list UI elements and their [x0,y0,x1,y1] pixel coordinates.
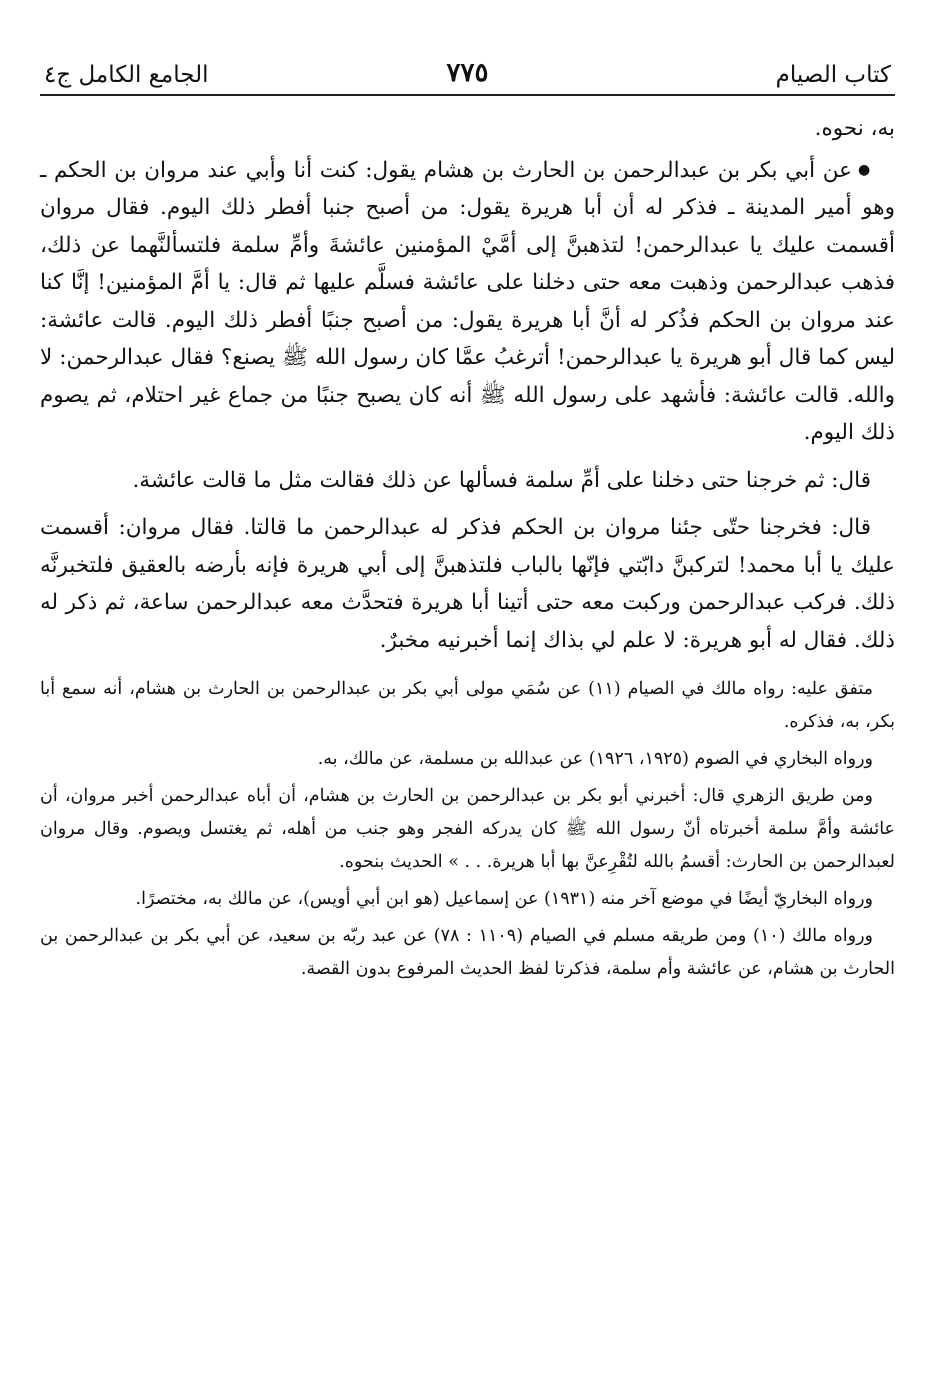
narration-paragraph-3: قال: فخرجنا حتّى جئنا مروان بن الحكم فذكر له عبدالرحمن ما قالتا. فقال مروان: أقسمت عليك يا أبا محمد! لتركبنَّ دابّتي فإنّها بالباب فلتذهبنَّ إلى أبي هريرة فإنه بأرضه بالعقيق فلتخبرنَّه ذلك. فركب عبدالرحمن وركبت معه حتى أتينا أبا هريرة فتحدَّث معه عبدالرحمن ساعة، ثم ذكر له ذلك. فقال له أبو هريرة: لا علم لي بذاك إنما أخبرنيه مخبرٌ. [40,515,895,653]
running-header [40,40,895,96]
hadith-text: عن أبي بكر بن عبدالرحمن بن الحارث بن هشام يقول: كنت أنا وأبي عند مروان بن الحكم ـ وهو أمير المدينة ـ فذكر له أن أبا هريرة يقول: من أصبح جنبا أفطر ذلك اليوم. فقال مروان أقسمت عليك يا عبدالرحمن! لتذهبنَّ إلى أمَّيْ المؤمنين عائشةَ وأمِّ سلمة فلتسألنَّهما عن ذلك، فذهب عبدالرحمن وذهبت معه حتى دخلنا على عائشة فسلَّم عليها ثم قال: يا أمَّ المؤمنين! إنَّا كنا عند مروان بن الحكم فذُكر له أنَّ أبا هريرة يقول: من أصبح جنبًا أفطر ذلك اليوم. قالت عائشة: ليس كما قال أبو هريرة يا عبدالرحمن! أترغبُ عمَّا كان رسول الله ﷺ يصنع؟ فقال عبدالرحمن: لا والله. قالت عائشة: فأشهد على رسول الله ﷺ أنه كان يصبح جنبًا من جماع غير احتلام، ثم يصوم ذلك اليوم. [40,157,895,445]
volume-title: الجامع الكامل ج٤ [44,62,209,88]
bullet-icon: ● [857,161,871,178]
book-page [40,40,895,1354]
opening-line: به، نحوه. [814,116,895,141]
book-title: كتاب الصيام [775,62,891,88]
takhrij-notes [40,673,895,986]
note-paragraph: ورواه البخاريّ أيضًا في موضع آخر منه (١٩٣١) عن إسماعيل (هو ابن أبي أويس)، عن مالك به، مختصرًا. [135,889,873,909]
hadith-paragraph [40,152,895,452]
page-number: ٧٧٥ [446,58,489,88]
main-text [40,110,895,659]
narration-paragraph-2: قال: ثم خرجنا حتى دخلنا على أمِّ سلمة فسألها عن ذلك فقالت مثل ما قالت عائشة. [132,467,871,493]
note-paragraph: ورواه مالك (١٠) ومن طريقه مسلم في الصيام (١١٠٩ : ٧٨) عن عبد ربّه بن سعيد، عن أبي بكر بن عبدالرحمن بن الحارث بن هشام، عن عائشة وأم سلمة، فذكرتا لفظ الحديث المرفوع بدون القصة. [40,926,895,979]
note-paragraph: متفق عليه: رواه مالك في الصيام (١١) عن سُمَي مولى أبي بكر بن عبدالرحمن بن الحارث بن هشام، أنه سمع أبا بكر، به، فذكره. [40,679,895,732]
note-paragraph: ومن طريق الزهري قال: أخبرني أبو بكر بن عبدالرحمن بن الحارث بن هشام، أن أباه عبدالرحمن أخبر مروان، أن عائشة وأمَّ سلمة أخبرتاه أنّ رسول الله ﷺ كان يدركه الفجر وهو جنب من أهله، ثم يغتسل ويصوم. وقال مروان لعبدالرحمن بن الحارث: أقسمُ بالله لتُقْرِعنَّ بها أبا هريرة. . . » الحديث بنحوه. [40,786,895,872]
note-paragraph: ورواه البخاري في الصوم (١٩٢٥، ١٩٢٦) عن عبدالله بن مسلمة، عن مالك، به. [317,749,873,769]
